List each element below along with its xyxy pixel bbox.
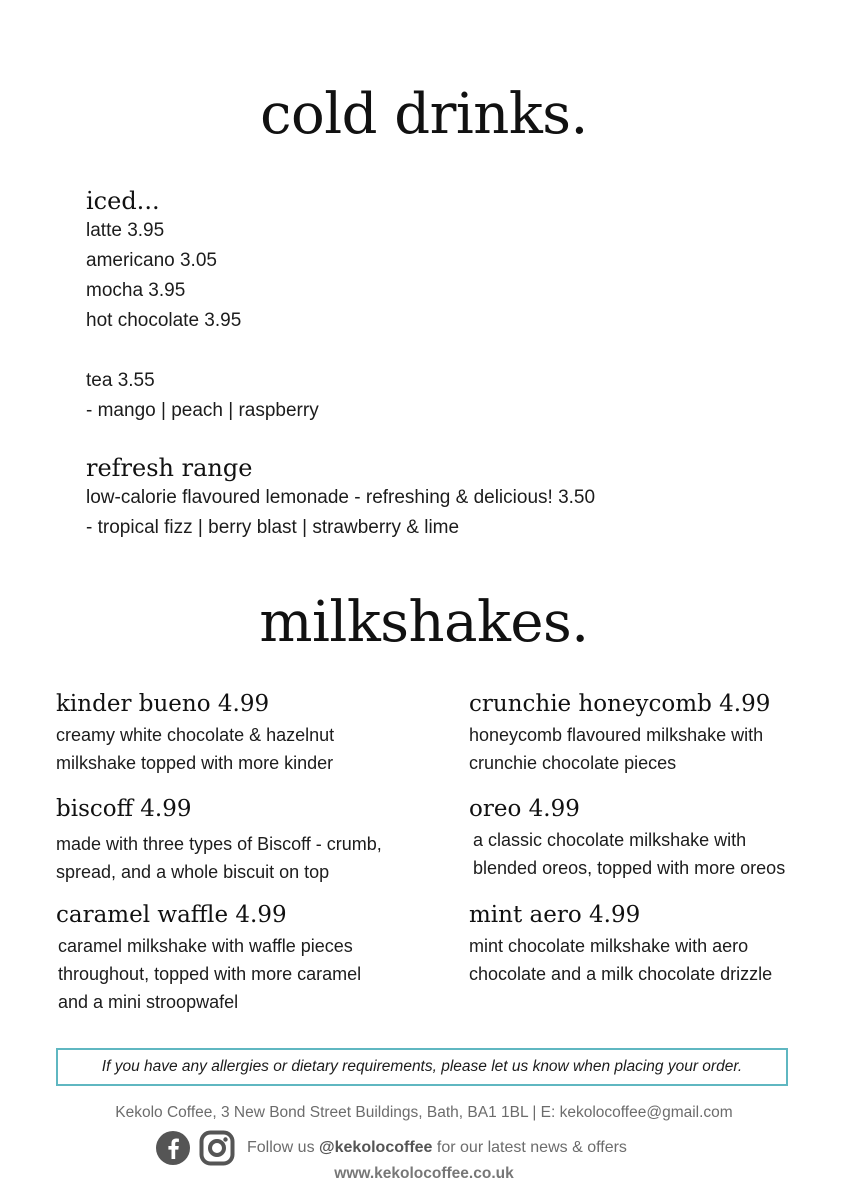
refresh-flavours: - tropical fizz | berry blast | strawberry & lime [86,517,460,538]
shake-price: 4.99 [235,902,287,928]
shake-desc-line: spread, and a whole biscuit on top [56,862,330,882]
instagram-handle[interactable]: @kekolocoffee [319,1139,433,1156]
shake-mint-aero [469,900,772,988]
shake-name: oreo [469,796,522,822]
shake-desc-line: blended oreos, topped with more oreos [473,858,786,878]
iced-item-americano: americano 3.05 [86,250,217,271]
shake-name: caramel waffle [56,902,229,928]
iced-item-hot-chocolate: hot chocolate 3.95 [86,310,242,331]
shake-desc-line: made with three types of Biscoff - crumb, [56,834,382,854]
website-link[interactable]: www.kekolocoffee.co.uk [334,1165,514,1182]
shake-name: biscoff [56,796,133,822]
iced-spacer [86,336,319,366]
refresh-section [86,453,595,543]
shake-price: 4.99 [589,902,641,928]
shake-desc-line: creamy white chocolate & hazelnut [56,725,335,745]
milkshakes-title: milkshakes. [259,590,589,655]
facebook-icon[interactable] [155,1130,191,1166]
footer-address: Kekolo Coffee, 3 New Bond Street Buildings, Bath, BA1 1BL | E: kekolocoffee@gmail.com [115,1104,733,1121]
follow-text [247,1139,627,1157]
shake-desc-line: chocolate and a milk chocolate drizzle [469,964,773,984]
follow-suffix: for our latest news & offers [432,1139,627,1156]
shake-desc-line: caramel milkshake with waffle pieces [58,936,353,956]
iced-item-latte: latte 3.95 [86,220,165,241]
shake-biscoff [56,794,382,886]
shake-name: crunchie honeycomb [469,691,712,717]
shake-price: 4.99 [140,796,192,822]
shake-desc-line: a classic chocolate milkshake with [473,830,747,850]
instagram-icon[interactable] [199,1130,235,1166]
shake-kinder-bueno [56,689,334,777]
refresh-heading: refresh range [86,454,253,482]
shake-name: kinder bueno [56,691,211,717]
shake-desc-line: honeycomb flavoured milkshake with [469,725,764,745]
cold-drinks-title: cold drinks. [260,82,588,147]
shake-price: 4.99 [528,796,580,822]
shake-price: 4.99 [719,691,771,717]
iced-section [86,186,319,426]
shake-desc-line: milkshake topped with more kinder [56,753,334,773]
follow-prefix: Follow us [247,1139,320,1156]
iced-item-mocha: mocha 3.95 [86,280,186,301]
shake-caramel-waffle [56,900,361,1016]
iced-tea-flavours: - mango | peach | raspberry [86,400,319,421]
iced-heading: iced... [86,187,160,215]
shake-oreo [469,794,785,882]
shake-price: 4.99 [217,691,270,717]
shake-desc-line: and a mini stroopwafel [58,992,239,1012]
shake-crunchie-honeycomb [469,689,770,777]
iced-item-tea: tea 3.55 [86,370,155,391]
allergy-notice: If you have any allergies or dietary requirements, please let us know when placing your order. [56,1048,788,1086]
shake-desc-line: throughout, topped with more caramel [58,964,362,984]
shake-desc-line: crunchie chocolate pieces [469,753,677,773]
social-row [155,1129,627,1167]
shake-name: mint aero [469,902,582,928]
refresh-item-lemonade: low-calorie flavoured lemonade - refreshing & delicious! 3.50 [86,487,596,508]
shake-desc-line: mint chocolate milkshake with aero [469,936,749,956]
